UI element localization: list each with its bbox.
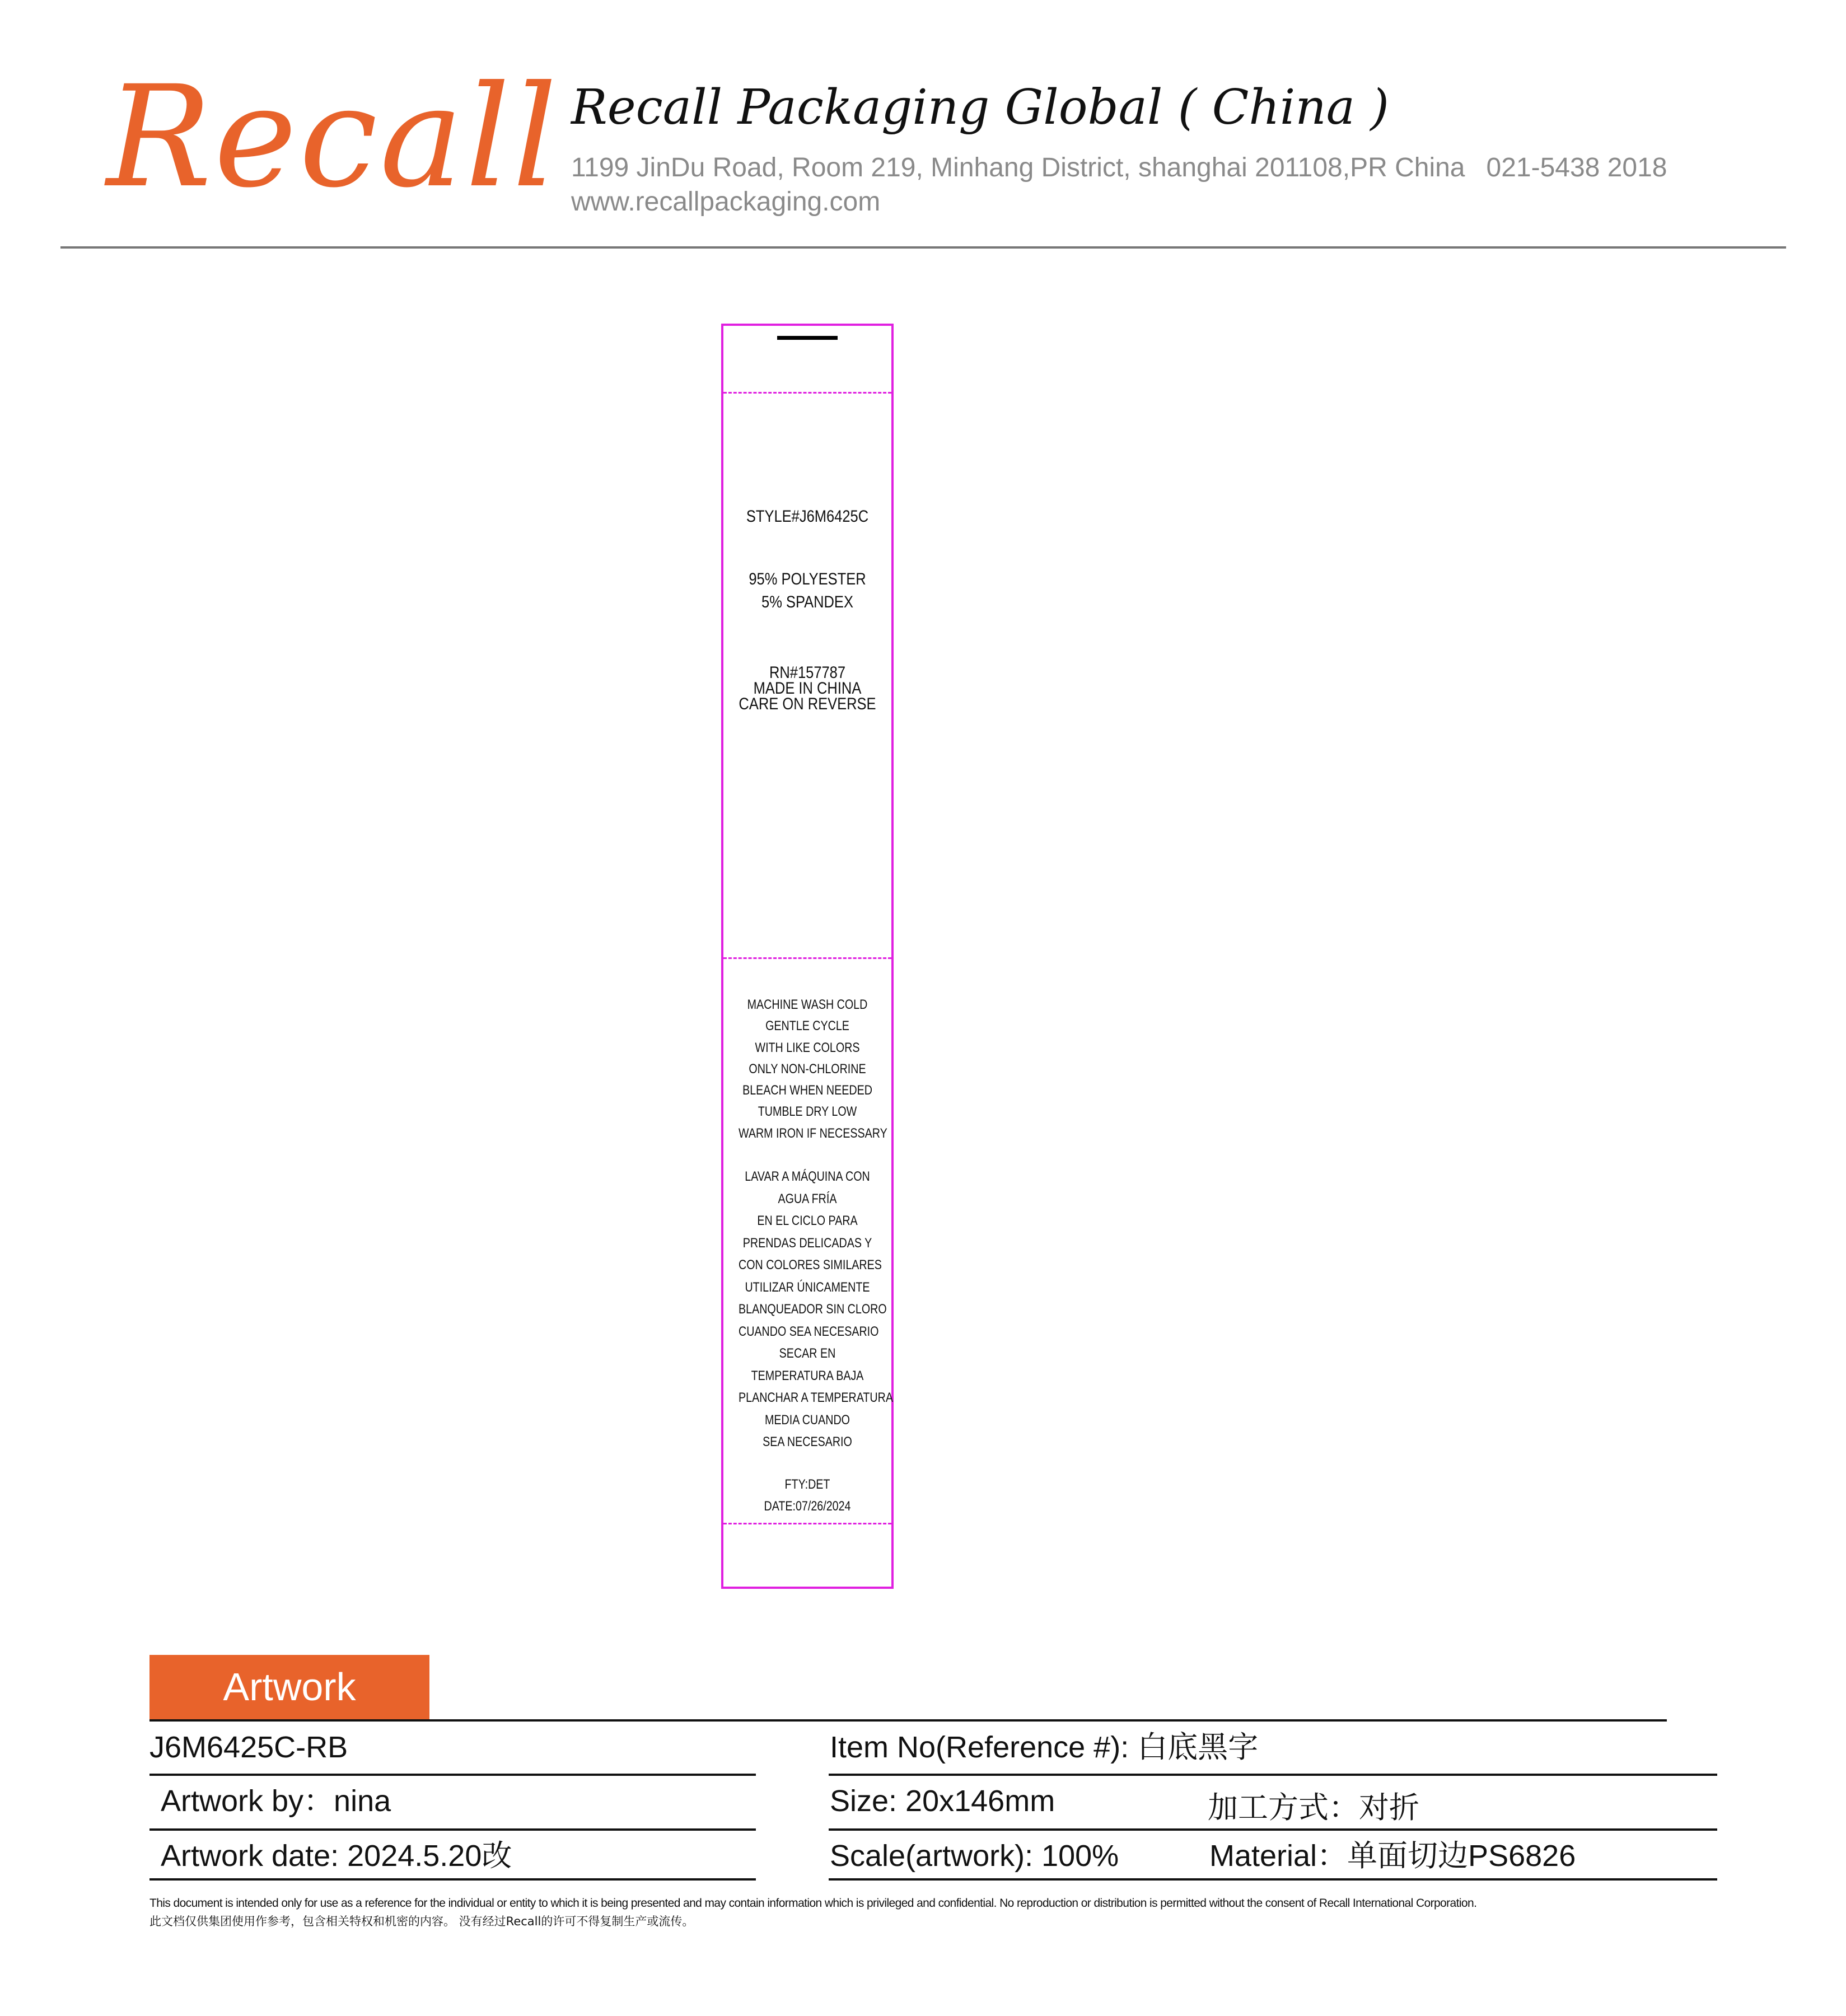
label-care-spanish: [739, 1166, 893, 1453]
label-line: MADE IN CHINA: [753, 679, 862, 698]
info-rule-top: [149, 1719, 1667, 1722]
label-line: TEMPERATURA BAJA: [751, 1368, 864, 1383]
disclaimer-english: This document is intended only for use as a reference for the individual or entity to which it is being presented and may contain information which is privileged and confidential. No reproduction or distribution is permitted without the consent of Recall International Corporation.: [149, 1897, 1477, 1910]
label-factory-date: [739, 1474, 876, 1517]
fold-line-middle: [723, 957, 891, 959]
label-line: GENTLE CYCLE: [765, 1018, 849, 1034]
label-line: FTY:DET: [784, 1477, 830, 1492]
label-line: CUANDO SEA NECESARIO: [739, 1323, 879, 1339]
recall-logo: Recall: [106, 55, 560, 218]
label-line: MACHINE WASH COLD: [747, 997, 868, 1012]
label-top-mark: [777, 336, 838, 340]
label-line: MEDIA CUANDO: [764, 1412, 850, 1428]
label-line: LAVAR A MÁQUINA CON: [745, 1169, 870, 1184]
label-line: AGUA FRÍA: [778, 1191, 837, 1206]
label-line: EN EL CICLO PARA: [757, 1213, 858, 1228]
label-line: 95% POLYESTER: [749, 570, 866, 588]
label-style-number: [736, 507, 879, 526]
info-rule: [829, 1828, 1717, 1831]
company-name: Recall Packaging Global ( China ): [571, 79, 1389, 135]
label-line: ONLY NON-CHLORINE: [749, 1061, 866, 1077]
label-line: PLANCHAR A TEMPERATURA: [739, 1390, 893, 1405]
fold-line-top: [723, 392, 891, 394]
header-divider: [60, 246, 1786, 249]
label-line: STYLE#J6M6425C: [746, 507, 869, 526]
label-line: RN#157787: [769, 663, 846, 682]
label-line: SECAR EN: [779, 1346, 836, 1361]
processing-method: 加工方式：对折: [1208, 1791, 1419, 1825]
fold-line-bottom: [723, 1523, 891, 1524]
label-line: BLEACH WHEN NEEDED: [742, 1083, 872, 1098]
info-rule: [149, 1774, 756, 1776]
label-line: BLANQUEADOR SIN CLORO: [739, 1302, 887, 1317]
label-line: WITH LIKE COLORS: [755, 1040, 860, 1055]
address-text: 1199 JinDu Road, Room 219, Minhang District, shanghai 201108,PR China: [571, 153, 1465, 183]
item-number: Item No(Reference #): 白底黑字: [830, 1730, 1259, 1764]
label-line: SEA NECESARIO: [763, 1434, 852, 1449]
info-rule: [829, 1774, 1717, 1776]
label-fiber-content: [736, 568, 879, 614]
label-line: WARM IRON IF NECESSARY: [739, 1125, 887, 1141]
artwork-scale: Scale(artwork): 100%: [830, 1839, 1119, 1873]
info-rule: [829, 1878, 1717, 1881]
company-address: [571, 152, 1667, 183]
label-line: CARE ON REVERSE: [739, 695, 876, 713]
disclaimer-chinese: 此文档仅供集团使用作参考，包含相关特权和机密的内容。 没有经过Recall的许可不得复制生产或流传。: [149, 1915, 694, 1928]
company-website: www.recallpackaging.com: [571, 187, 881, 217]
artwork-by: Artwork by：nina: [161, 1784, 391, 1818]
label-line: 5% SPANDEX: [761, 593, 853, 611]
phone-number: 021-5438 2018: [1486, 153, 1667, 183]
label-line: UTILIZAR ÚNICAMENTE: [745, 1279, 870, 1295]
label-rn-origin: [736, 665, 879, 712]
label-line: PRENDAS DELICADAS Y: [742, 1235, 872, 1251]
label-size: Size: 20x146mm: [830, 1784, 1055, 1818]
artwork-tab: Artwork: [149, 1655, 429, 1719]
label-material: Material：单面切边PS6826: [1209, 1839, 1576, 1873]
artwork-date: Artwork date: 2024.5.20改: [161, 1839, 512, 1873]
label-line: CON COLORES SIMILARES: [739, 1257, 882, 1273]
artwork-code: J6M6425C-RB: [149, 1730, 348, 1764]
label-care-english: [739, 994, 887, 1144]
label-line: DATE:07/26/2024: [764, 1499, 851, 1514]
label-line: TUMBLE DRY LOW: [758, 1104, 857, 1120]
info-rule: [149, 1828, 756, 1831]
info-rule: [149, 1878, 756, 1881]
